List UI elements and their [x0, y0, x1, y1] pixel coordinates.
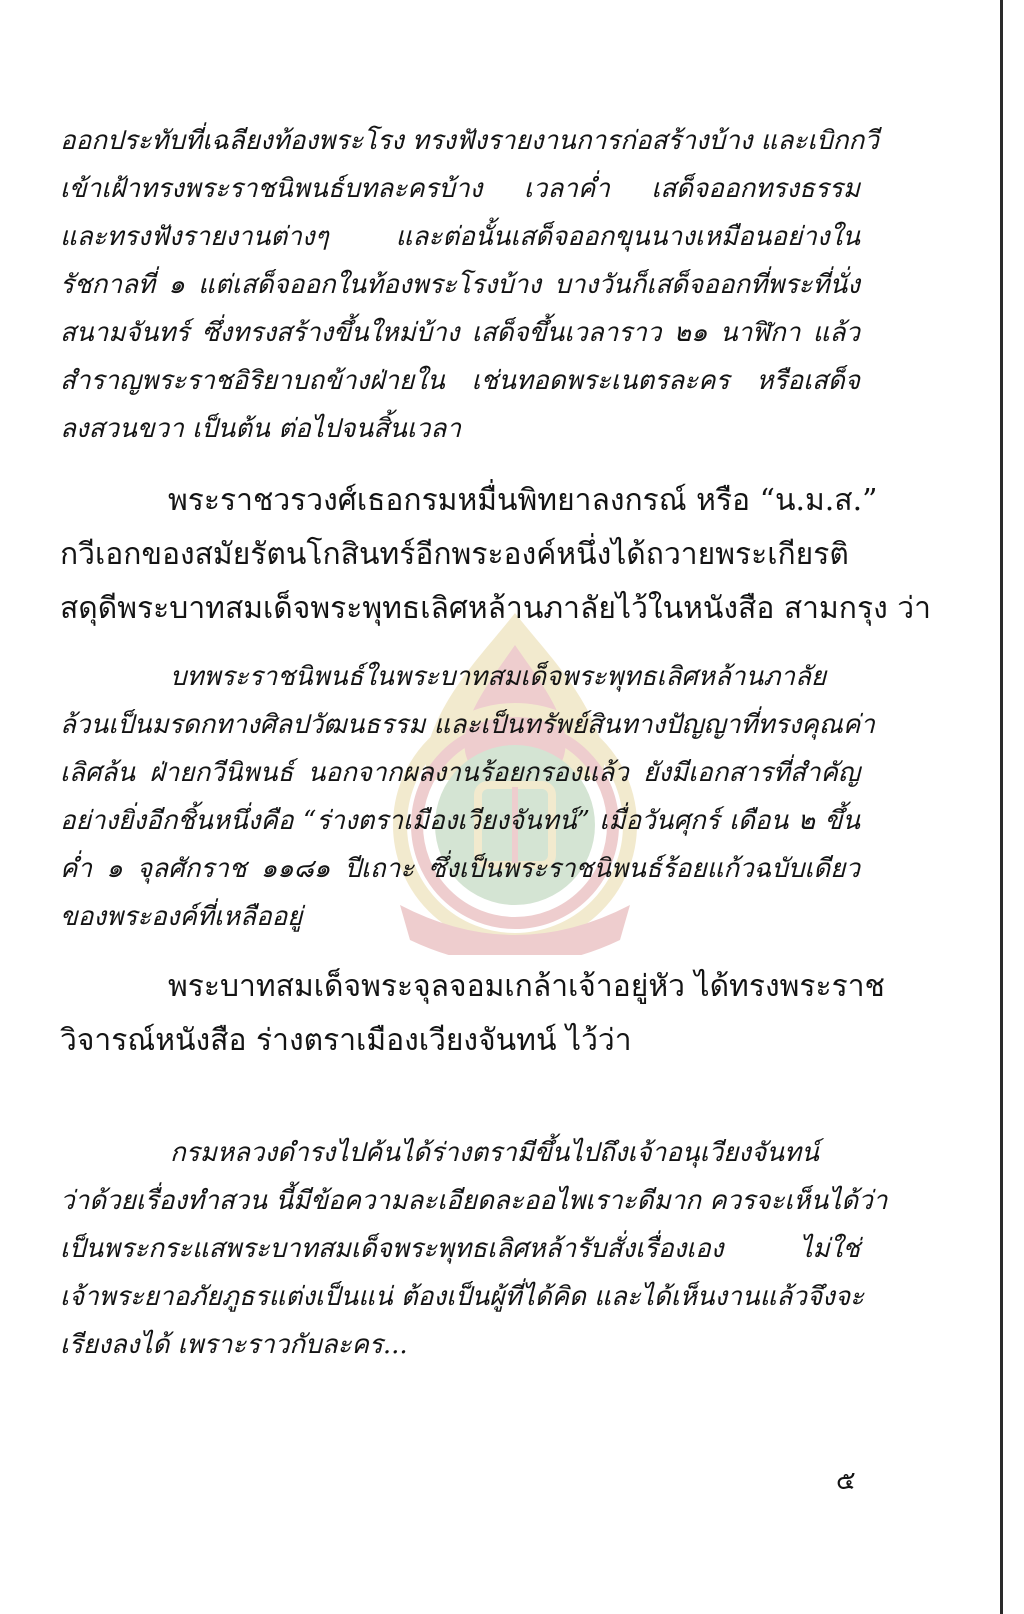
quote-text-line: ลงสวนขวา เป็นต้น ต่อไปจนสิ้นเวลา	[60, 414, 461, 444]
quote-text-line: ล้วนเป็นมรดกทางศิลปวัฒนธรรม และเป็นทรัพย์สินทางปัญญาที่ทรงคุณค่า	[60, 710, 875, 740]
page-number: ๕	[836, 1466, 856, 1496]
quote-text-line: กรมหลวงดำรงไปค้นได้ร่างตรามีขึ้นไปถึงเจ้าอนุเวียงจันทน์	[170, 1138, 819, 1168]
body-text-line: พระราชวรวงศ์เธอกรมหมื่นพิทยาลงกรณ์ หรือ “น.ม.ส.”	[168, 483, 878, 518]
quote-text-line: สนามจันทร์ ซึ่งทรงสร้างขึ้นใหม่บ้าง เสด็จขึ้นเวลาราว ๒๑ นาฬิกา แล้ว	[60, 318, 860, 348]
quote-text-line: ออกประทับที่เฉลียงท้องพระโรง ทรงฟังรายงานการก่อสร้างบ้าง และเบิกกวี	[60, 126, 879, 156]
quote-text-line: ของพระองค์ที่เหลืออยู่	[60, 902, 303, 932]
quote-text-line: และทรงฟังรายงานต่างๆ และต่อนั้นเสด็จออกขุนนางเหมือนอย่างใน	[60, 222, 860, 252]
quote-text-line: ค่ำ ๑ จุลศักราช ๑๑๘๑ ปีเถาะ ซึ่งเป็นพระราชนิพนธ์ร้อยแก้วฉบับเดียว	[60, 854, 860, 884]
quote-text-line: ว่าด้วยเรื่องทำสวน นี้มีข้อความละเอียดละออไพเราะดีมาก ควรจะเห็นได้ว่า	[60, 1186, 888, 1216]
quote-text-line: รัชกาลที่ ๑ แต่เสด็จออกในท้องพระโรงบ้าง บางวันก็เสด็จออกที่พระที่นั่ง	[60, 270, 860, 300]
body-text-line: กวีเอกของสมัยรัตนโกสินทร์อีกพระองค์หนึ่งได้ถวายพระเกียรติ	[60, 537, 849, 572]
scan-edge-line	[1000, 0, 1003, 1614]
quote-text-line: เป็นพระกระแสพระบาทสมเด็จพระพุทธเลิศหล้ารับสั่งเรื่องเอง ไม่ใช่	[60, 1234, 860, 1264]
quote-text-line: เจ้าพระยาอภัยภูธรแต่งเป็นแน่ ต้องเป็นผู้ที่ได้คิด และได้เห็นงานแล้วจึงจะ	[60, 1282, 865, 1312]
body-text-line: พระบาทสมเด็จพระจุลจอมเกล้าเจ้าอยู่หัว ได้ทรงพระราช	[168, 969, 885, 1004]
quote-text-line: เข้าเฝ้าทรงพระราชนิพนธ์บทละครบ้าง เวลาค่ำ เสด็จออกทรงธรรม	[60, 174, 860, 204]
body-text-line: สดุดีพระบาทสมเด็จพระพุทธเลิศหล้านภาลัยไว้ในหนังสือ สามกรุง ว่า	[60, 591, 931, 626]
quote-text-line: เรียงลงได้ เพราะราวกับละคร...	[60, 1330, 408, 1360]
quote-text-line: บทพระราชนิพนธ์ในพระบาทสมเด็จพระพุทธเลิศหล้านภาลัย	[170, 662, 827, 692]
quote-text-line: อย่างยิ่งอีกชิ้นหนึ่งคือ “ร่างตราเมืองเวียงจันทน์” เมื่อวันศุกร์ เดือน ๒ ขึ้น	[60, 806, 860, 836]
body-text-line: วิจารณ์หนังสือ ร่างตราเมืองเวียงจันทน์ ไว้ว่า	[60, 1023, 632, 1058]
quote-text-line: สำราญพระราชอิริยาบถข้างฝ่ายใน เช่นทอดพระเนตรละคร หรือเสด็จ	[60, 366, 860, 396]
quote-text-line: เลิศล้น ฝ่ายกวีนิพนธ์ นอกจากผลงานร้อยกรองแล้ว ยังมีเอกสารที่สำคัญ	[60, 758, 860, 788]
